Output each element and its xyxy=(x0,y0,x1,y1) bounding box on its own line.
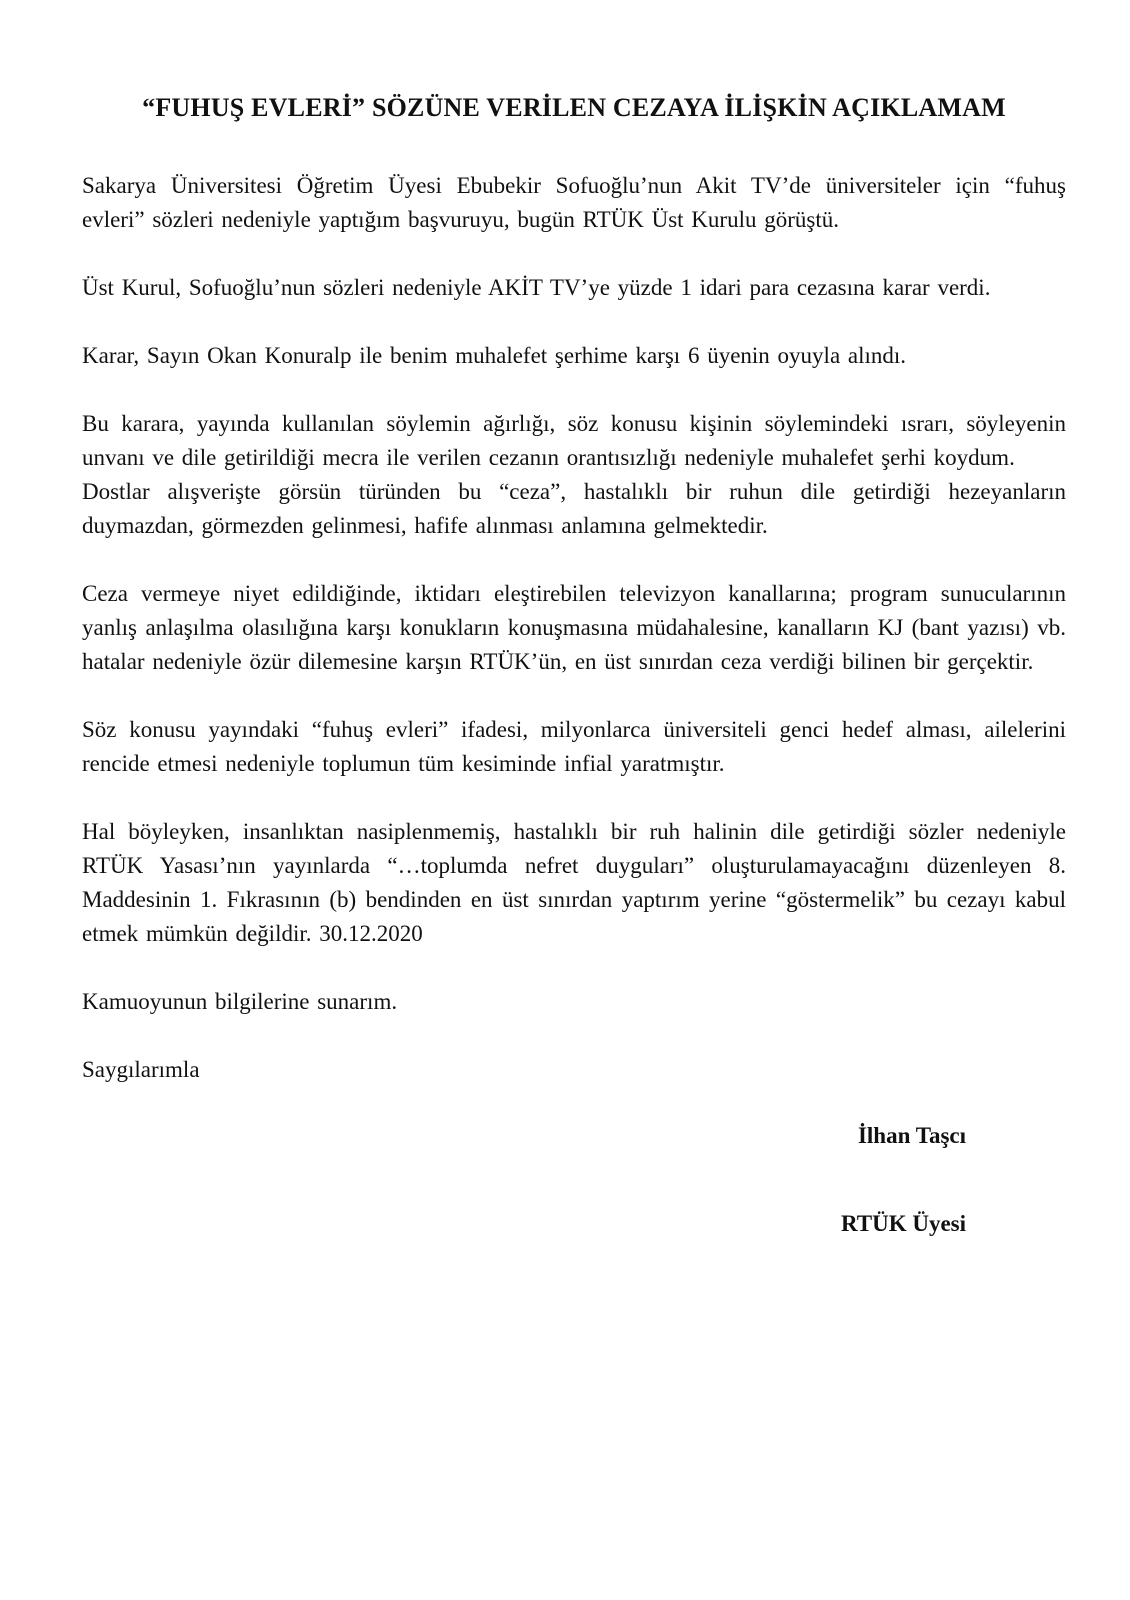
paragraph-intro: Sakarya Üniversitesi Öğretim Üyesi Ebubekir Sofuoğlu’nun Akit TV’de üniversiteler için “fuhuş evleri” sözleri nedeniyle yaptığım başvuruyu, bugün RTÜK Üst Kurulu görüştü. xyxy=(82,172,1066,232)
paragraph-decision: Üst Kurul, Sofuoğlu’nun sözleri nedeniyle AKİT TV’ye yüzde 1 idari para cezasına karar verdi. xyxy=(82,274,991,300)
salutation-line: Saygılarımla xyxy=(82,1056,200,1082)
closing-line: Kamuoyunun bilgilerine sunarım. xyxy=(82,988,398,1014)
paragraph-dissent: Bu karara, yayında kullanılan söylemin ağırlığı, söz konusu kişinin söylemindeki ısrarı, söyleyenin unvanı ve dile getirildiği mecra ile verilen cezanın orantısızlığı nedeniyle muhalefet şerhi koydum. xyxy=(82,410,1066,470)
signature-name: İlhan Taşcı xyxy=(857,1122,966,1148)
signature-block xyxy=(82,1123,1066,1237)
paragraph-dostlar: Dostlar alışverişte görsün türünden bu “ceza”, hastalıklı bir ruhun dile getirdiği hezeyanların duymazdan, görmezden gelinmesi, hafife alınması anlamına gelmektedir. xyxy=(82,478,1066,538)
document-title: “FUHUŞ EVLERİ” SÖZÜNE VERİLEN CEZAYA İLİŞKİN AÇIKLAMAM xyxy=(142,93,1006,122)
paragraph-vote: Karar, Sayın Okan Konuralp ile benim muhalefet şerhime karşı 6 üyenin oyuyla alındı. xyxy=(82,342,907,368)
paragraph-infial: Söz konusu yayındaki “fuhuş evleri” ifadesi, milyonlarca üniversiteli genci hedef alması, ailelerini rencide etmesi nedeniyle toplumun tüm kesiminde infial yaratmıştır. xyxy=(82,716,1066,776)
signature-role: RTÜK Üyesi xyxy=(840,1210,966,1236)
paragraph-ceza-niyet: Ceza vermeye niyet edildiğinde, iktidarı eleştirebilen televizyon kanallarına; program sunucularının yanlış anlaşılma olasılığına karşı konukların konuşmasına müdahalesine, kanalların KJ (bant yazısı) vb. hatalar nedeniyle özür dilemesine karşın RTÜK’ün, en üst sınırdan ceza verdiği bilinen bir gerçektir. xyxy=(82,580,1066,674)
paragraph-yasa: Hal böyleyken, insanlıktan nasiplenmemiş, hastalıklı bir ruh halinin dile getirdiği sözler nedeniyle RTÜK Yasası’nın yayınlarda “…toplumda nefret duyguları” oluşturulamayacağını düzenleyen 8. Maddesinin 1. Fıkrasının (b) bendinden en üst sınırdan yaptırım yerine “göstermelik” bu cezayı kabul etmek mümkün değildir. 30.12.2020 xyxy=(82,818,1066,946)
